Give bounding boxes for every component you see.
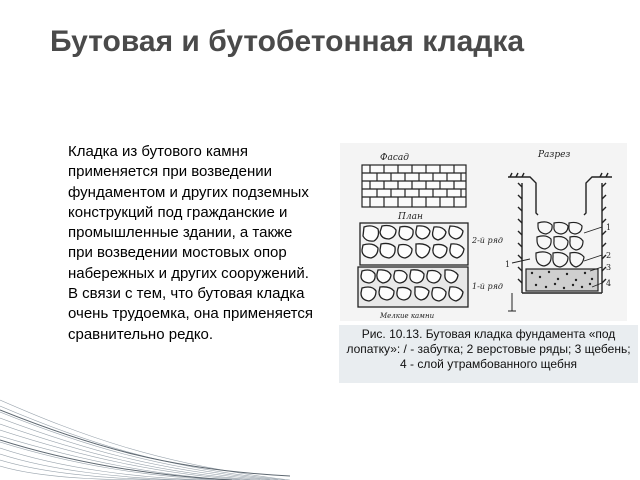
plan-label: План <box>398 212 423 222</box>
row2-label: 2-й ряд <box>472 236 503 245</box>
slide-title: Бутовая и бутобетонная кладка <box>50 25 525 58</box>
small-stones-label: Мелкие камни <box>380 312 435 320</box>
row2-plan <box>360 223 468 265</box>
figure-caption: Рис. 10.13. Бутовая кладка фундамента «под лопатку»: / - забутка; 2 верстовые ряды; 3 щебень; 4 - слой утрамбованного щебня <box>339 325 638 383</box>
facade-label: Фасад <box>380 153 409 163</box>
facade-wall <box>362 165 466 207</box>
masonry-figure <box>340 143 627 321</box>
row1-label: 1-й ряд <box>472 282 503 291</box>
section-label: Разрез <box>538 150 571 160</box>
depth-marker <box>508 293 516 311</box>
callout-1: 1 <box>606 223 612 232</box>
decorative-corner-lines <box>0 380 290 480</box>
callout-2: 2 <box>606 251 612 260</box>
slide-body-text: Кладка из бутового камня применяется при возведении фундаментом и других подземных конструкций под гражданские и промышленные здании, а также при возведении мостовых опор набережных и других сооружений. В связи с тем, что бутовая кладка очень трудоемка, она применяется сравнительно редко. <box>68 143 314 343</box>
row1-plan <box>358 267 468 307</box>
callout-3: 3 <box>606 263 612 272</box>
callout-1-left: 1 <box>505 260 511 269</box>
callout-4: 4 <box>606 279 612 288</box>
